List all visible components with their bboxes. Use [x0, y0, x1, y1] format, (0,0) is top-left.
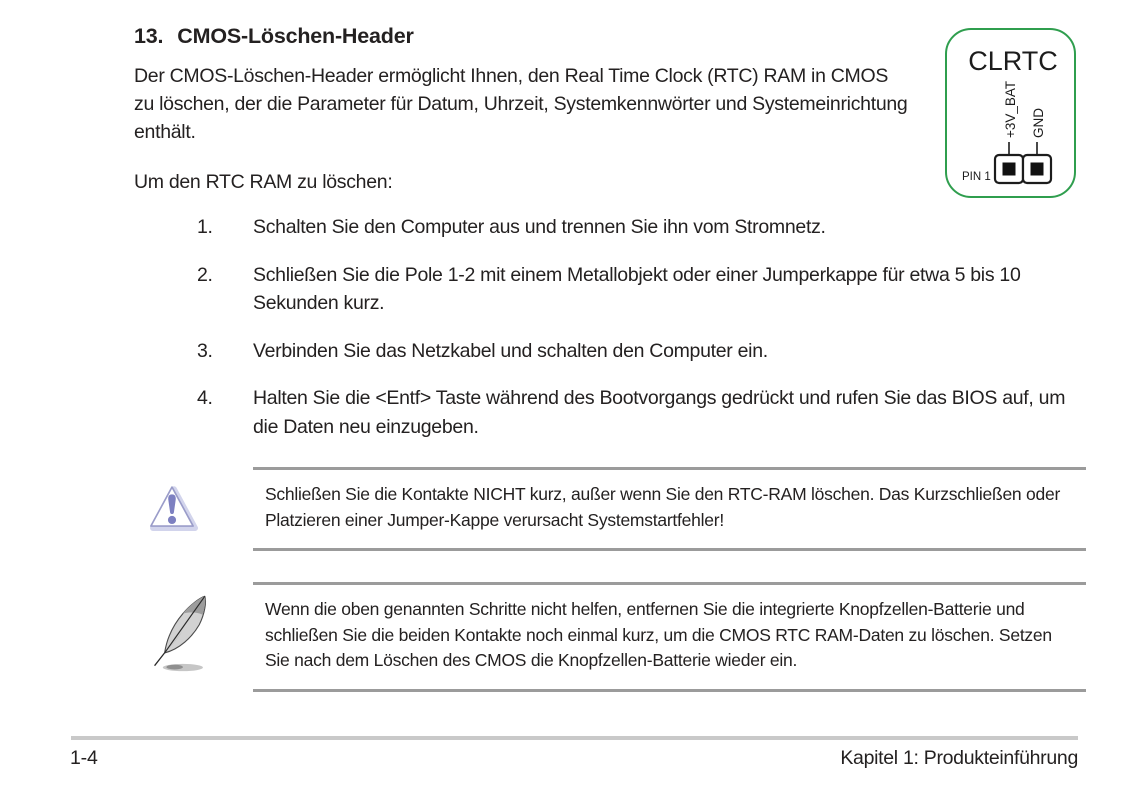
clrtc-label: CLRTC [968, 46, 1058, 76]
feather-pen-icon [134, 582, 253, 692]
caution-note-text: Schließen Sie die Kontakte NICHT kurz, außer wenn Sie den RTC-RAM löschen. Das Kurzschließen oder Platzieren einer Jumper-Kappe verursacht Systemstartfehler! [265, 484, 1061, 530]
footer-page-number: 1-4 [70, 747, 98, 769]
section-number: 13. [134, 24, 164, 48]
pin-label-3v-bat: +3V_BAT [1003, 80, 1018, 138]
step-number: 2. [197, 263, 213, 286]
step-text: Halten Sie die <Entf> Taste während des Bootvorgangs gedrückt und rufen Sie das BIOS auf, um die Daten neu einzugeben. [253, 387, 1066, 438]
list-item [134, 384, 1086, 441]
step-number: 3. [197, 339, 213, 362]
step-number: 4. [197, 387, 213, 409]
clrtc-jumper-diagram [945, 28, 1076, 198]
footer-chapter-title: Kapitel 1: Produkteinführung [840, 747, 1078, 769]
pin1-label: PIN 1 [962, 171, 991, 183]
section-title: CMOS-Löschen-Header [177, 24, 414, 48]
info-note [134, 582, 1086, 692]
step-number: 1. [197, 216, 213, 238]
info-note-text: Wenn die oben genannten Schritte nicht helfen, entfernen Sie die integrierte Knopfzellen-Batterie und schließen Sie die beiden Kontakte noch einmal kurz, um die CMOS RTC RAM-Daten zu löschen. Setzen Sie nach dem Löschen des CMOS die Knopfzellen-Batterie wieder ein. [265, 599, 1052, 670]
step-text: Verbinden Sie das Netzkabel und schalten den Computer ein. [253, 339, 768, 362]
intro-paragraph: Der CMOS-Löschen-Header ermöglicht Ihnen, den Real Time Clock (RTC) RAM in CMOS zu löschen, der die Parameter für Datum, Uhrzeit, Systemkennwörter und Systemeinrichtung enthält. [134, 65, 908, 143]
pin-label-gnd: GND [1031, 108, 1046, 138]
step-list [134, 213, 1086, 441]
footer-rule [71, 736, 1078, 740]
step-text: Schließen Sie die Pole 1-2 mit einem Metallobjekt oder einer Jumperkappe für etwa 5 bis 10 Sekunden kurz. [253, 263, 1021, 314]
caution-note [134, 467, 1086, 551]
step-text: Schalten Sie den Computer aus und trennen Sie ihn vom Stromnetz. [253, 216, 826, 238]
info-note-body [253, 582, 1086, 692]
list-intro: Um den RTC RAM zu löschen: [134, 171, 393, 193]
document-page [134, 24, 1086, 692]
list-item [134, 337, 1086, 366]
section-heading [134, 24, 1086, 49]
warning-triangle-icon [134, 467, 253, 551]
clrtc-diagram-art [945, 28, 1076, 198]
list-item [134, 213, 1086, 242]
caution-note-body [253, 467, 1086, 551]
list-item [134, 261, 1086, 318]
